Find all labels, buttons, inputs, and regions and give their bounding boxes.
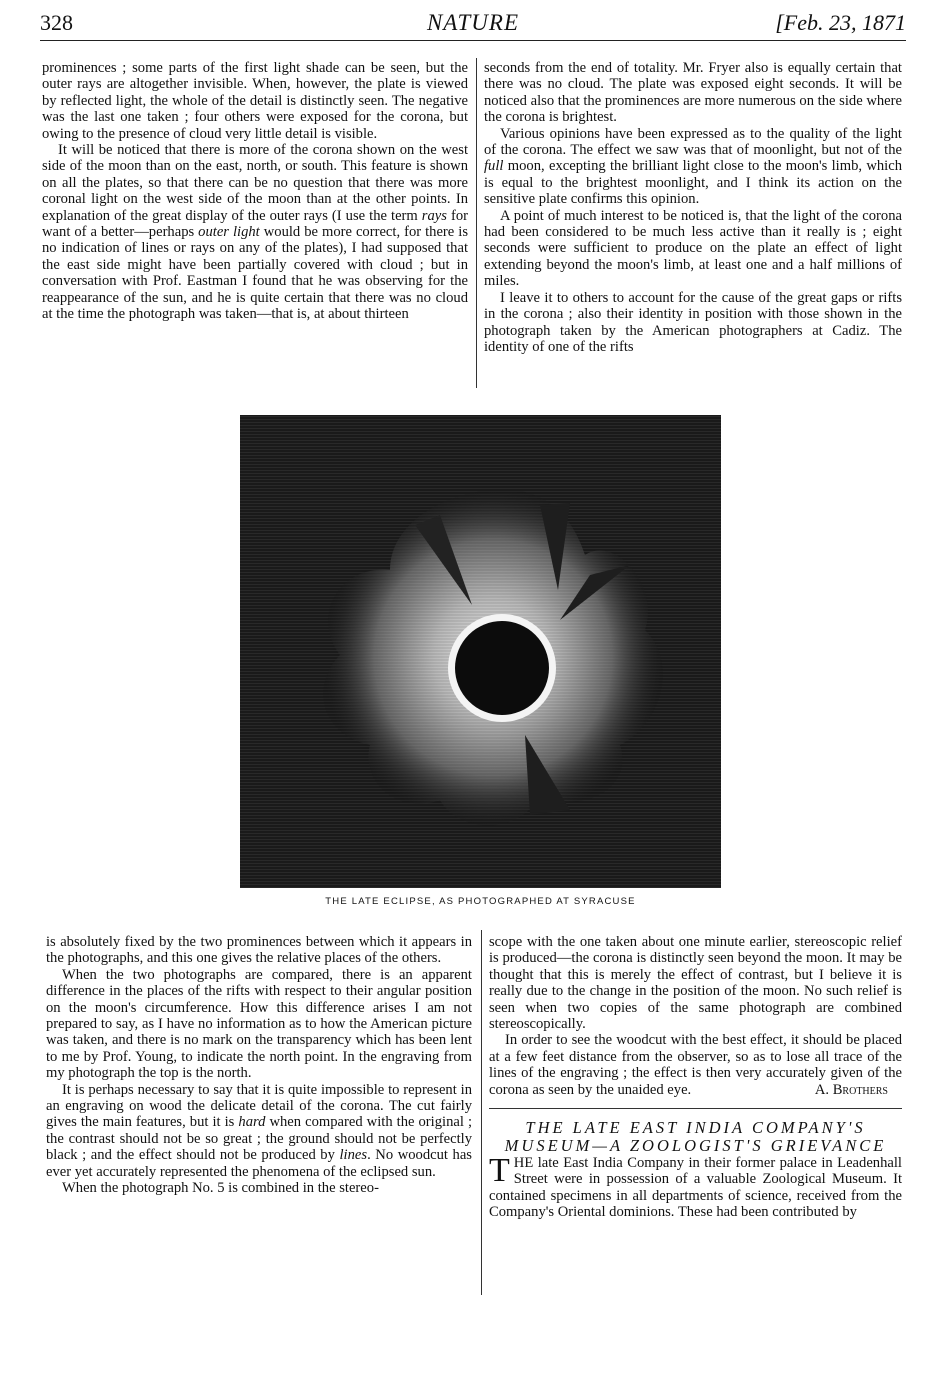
upper-left-column bbox=[42, 60, 468, 323]
emphasis: outer light bbox=[198, 224, 260, 241]
column-divider bbox=[476, 58, 477, 388]
eclipse-illustration bbox=[240, 415, 721, 888]
emphasis: rays bbox=[421, 207, 447, 224]
lower-left-column bbox=[46, 934, 472, 1197]
author-signature: A. Brothers bbox=[814, 1081, 888, 1098]
paragraph: THE late East India Company in their former palace in Leadenhall Street were in possession of a valuable Zoological Museum. It contained specimens in all departments of science, received from the Company's Oriental dominions. These had been contributed by bbox=[489, 1152, 902, 1221]
upper-right-column bbox=[484, 60, 902, 355]
paragraph: seconds from the end of totality. Mr. Fryer also is equally certain that there was no cloud. The plate was exposed eight seconds. It will be noticed also that the prominences are more numerous on the side where the corona is brightest. bbox=[484, 60, 902, 126]
issue-date: [Feb. 23, 1871 bbox=[775, 10, 906, 35]
page-number: 328 bbox=[40, 10, 73, 35]
paragraph: is absolutely fixed by the two prominences between which it appears in the photographs, and this one gives the relative places of the others. bbox=[46, 934, 472, 967]
emphasis: hard bbox=[238, 1114, 266, 1131]
eclipse-engraving bbox=[240, 415, 721, 888]
paragraph: Various opinions have been expressed as to the quality of the light of the corona. The effect we saw was that of moonlight, but not of the full moon, excepting the brilliant light close to the moon's limb, which is equal to the brightest moonlight, and I think its action on the sensitive plate confirms this opinion. bbox=[484, 125, 902, 208]
column-divider bbox=[481, 930, 482, 1295]
paragraph: A point of much interest to be noticed is, that the light of the corona had been considered to be much less active than it really is ; eight seconds were sufficient to produce on the plate an effect of light extending beyond the moon's limb, at least one and a half millions of miles. bbox=[484, 207, 902, 290]
paragraph: In order to see the woodcut with the best effect, it should be placed at a few feet distance from the observer, so as to lose all trace of the lines of the engraving ; the effect is then very accurately given of the corona as seen by the unaided eye. A. Brothers bbox=[489, 1032, 902, 1098]
journal-title: NATURE bbox=[426, 10, 520, 35]
lower-right-column bbox=[489, 934, 902, 1221]
moon-disc bbox=[455, 621, 549, 715]
page-header bbox=[40, 8, 906, 41]
section-rule bbox=[489, 1108, 902, 1109]
paragraph: It will be noticed that there is more of the corona shown on the west side of the moon than on the east, north, or south. This feature is shown on all the plates, so that there can be no question that there was more coronal light on the west side of the moon than at the other points. In explanation of the great display of the outer rays (I use the term rays for want of a better—perhaps outer light would be more correct, for there is no indication of lines or rays on any of the plates), I had supposed that the east side might have been partially covered with cloud ; but in conversation with Prof. Eastman I found that he was observing for the reappearance of the sun, and he is quite certain that there was no cloud at the time the photograph was taken—that is, at about thirteen bbox=[42, 142, 468, 323]
paragraph: prominences ; some parts of the first light shade can be seen, but the outer rays are altogether invisible. When, however, the plate is viewed by reflected light, the whole of the detail is distinctly seen. The negative was the last one taken ; four others were exposed for the corona, but owing to the presence of cloud very little detail is visible. bbox=[42, 60, 468, 142]
paragraph: I leave it to others to account for the cause of the great gaps or rifts in the corona ; also their identity in position with those shown in the photograph taken by the American photographers at Cadiz. The identity of one of the rifts bbox=[484, 289, 902, 355]
paragraph: When the two photographs are compared, there is an apparent difference in the places of the rifts with respect to their angular position on the moon's circumference. How this difference arises I am not prepared to say, as I have no information as to how the American picture was taken, and there is no mark on the transparency which has been lent to me by Prof. Young, to indicate the north point. In the engraving from my photograph the top is the north. bbox=[46, 966, 472, 1082]
paragraph: scope with the one taken about one minute earlier, stereoscopic relief is produced—the corona is distinctly seen beyond the moon. It may be thought that this is merely the effect of contrast, but I believe it is really due to the change in the position of the moon. No such relief is seen when two copies of the same photograph are combined stereoscopically. bbox=[489, 934, 902, 1033]
drop-cap: T bbox=[489, 1152, 510, 1190]
paragraph: It is perhaps necessary to say that it is quite impossible to represent in an engraving on wood the delicate detail of the corona. The cut fairly gives the main features, but it is hard when compared with the original ; the contrast should not be so great ; the ground should not be perfectly black ; and the effect should not be produced by lines. No woodcut has ever yet accurately represented the phenomena of the eclipsed sun. bbox=[46, 1081, 472, 1180]
emphasis: lines bbox=[339, 1147, 368, 1164]
figure-caption: THE LATE ECLIPSE, AS PHOTOGRAPHED AT SYRACUSE bbox=[325, 896, 636, 907]
paragraph: When the photograph No. 5 is combined in the stereo- bbox=[62, 1180, 379, 1197]
emphasis: full bbox=[484, 158, 504, 175]
section-title: THE LATE EAST INDIA COMPANY'S MUSEUM—A ZOOLOGIST'S GRIEVANCE bbox=[504, 1118, 887, 1156]
